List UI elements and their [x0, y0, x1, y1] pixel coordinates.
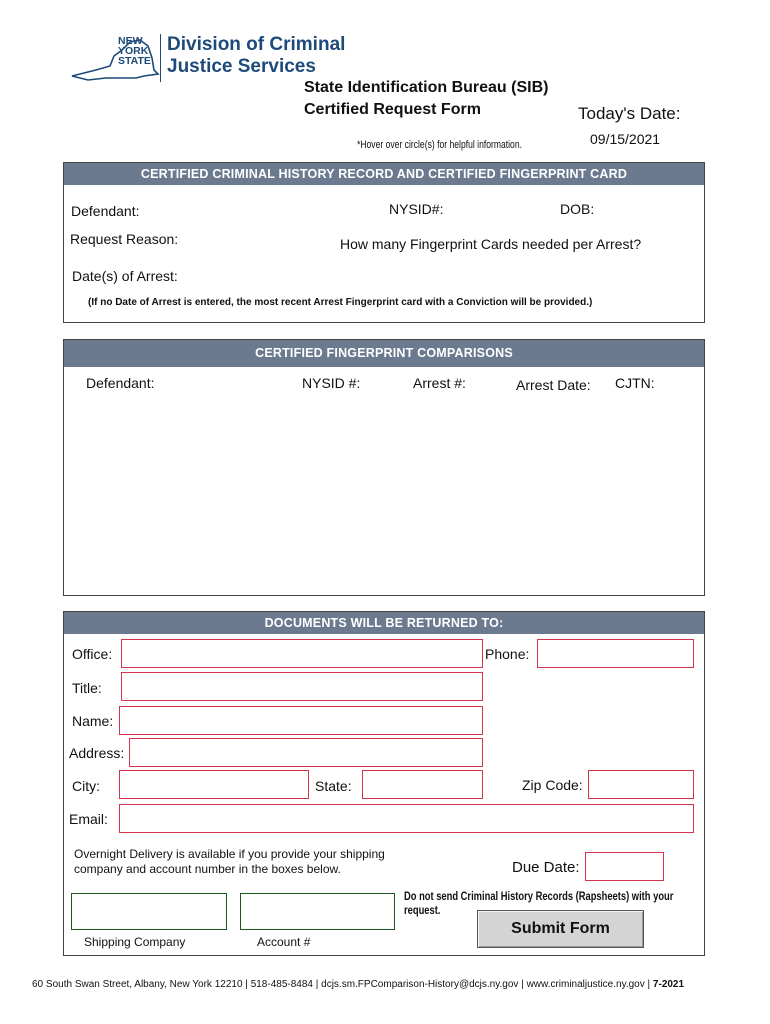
logo-state-line: STATE [118, 55, 151, 67]
account-number-field[interactable] [240, 893, 395, 930]
dob-label: DOB: [560, 201, 595, 217]
nys-logo [66, 30, 356, 85]
address-field[interactable] [129, 738, 483, 767]
comparison-nysid-label: NYSID #: [302, 375, 361, 391]
overnight-note [74, 847, 385, 877]
fingerprint-cards-label: How many Fingerprint Cards needed per Arrest? [340, 236, 642, 252]
rapsheet-warning-text: Do not send Criminal History Records (Rapsheets) with your request. [404, 889, 674, 917]
office-label: Office: [72, 646, 113, 662]
city-label: City: [72, 778, 100, 794]
shipping-company-label: Shipping Company [84, 935, 186, 949]
arrest-date-label: Arrest Date: [516, 377, 591, 393]
cjtn-label: CJTN: [615, 375, 655, 391]
email-field[interactable] [119, 804, 694, 833]
section-header: DOCUMENTS WILL BE RETURNED TO: [64, 612, 704, 634]
address-label: Address: [69, 745, 125, 761]
fingerprint-comparisons-section [63, 339, 705, 596]
overnight-note-line: company and account number in the boxes below. [74, 862, 341, 876]
footer-divider: | [647, 979, 651, 990]
title-field[interactable] [121, 672, 483, 701]
footer-phone: 518-485-8484 [250, 979, 313, 990]
due-date-field[interactable] [585, 852, 664, 881]
footer-address: 60 South Swan Street, Albany, New York 12210 [32, 979, 243, 990]
section-header: CERTIFIED CRIMINAL HISTORY RECORD AND CERTIFIED FINGERPRINT CARD [64, 163, 704, 185]
phone-field[interactable] [537, 639, 694, 668]
footer-divider: | [245, 979, 248, 990]
overnight-note-line: Overnight Delivery is available if you provide your shipping [74, 847, 385, 861]
logo-org-line2: Justice Services [167, 56, 316, 77]
phone-label: Phone: [485, 646, 530, 662]
logo-divider [160, 34, 161, 82]
zip-code-field[interactable] [588, 770, 694, 799]
nysid-label: NYSID#: [389, 201, 444, 217]
submit-form-label: Submit Form [511, 920, 610, 937]
arrest-date-note: (If no Date of Arrest is entered, the most recent Arrest Fingerprint card with a Conviction will be provided.) [88, 297, 593, 308]
city-field[interactable] [119, 770, 309, 799]
defendant-label: Defendant: [71, 203, 140, 219]
arrest-number-label: Arrest #: [413, 375, 466, 391]
state-field[interactable] [362, 770, 483, 799]
hover-note [357, 139, 569, 151]
office-field[interactable] [121, 639, 483, 668]
dates-of-arrest-label: Date(s) of Arrest: [72, 268, 178, 284]
todays-date-label: Today's Date: [578, 104, 681, 123]
request-reason-label: Request Reason: [70, 231, 179, 247]
footer-divider: | [521, 979, 524, 990]
logo-state-line: NEW [118, 35, 143, 47]
name-label: Name: [72, 713, 114, 729]
todays-date-value[interactable]: 09/15/2021 [590, 131, 661, 147]
footer [32, 979, 684, 990]
comparison-defendant-label: Defendant: [86, 375, 155, 391]
footer-website-link[interactable]: www.criminaljustice.ny.gov [526, 979, 645, 990]
footer-divider: | [315, 979, 319, 990]
logo-state-line: YORK [118, 45, 149, 57]
footer-email-link[interactable]: dcjs.sm.FPComparison-History@dcjs.ny.gov [321, 979, 519, 990]
shipping-company-field[interactable] [71, 893, 227, 930]
due-date-label: Due Date: [512, 859, 580, 876]
logo-org-line1: Division of Criminal [167, 34, 346, 55]
submit-form-button[interactable] [477, 910, 644, 948]
footer-version: 7-2021 [652, 979, 685, 990]
hover-note-text: *Hover over circle(s) for helpful information. [357, 139, 522, 151]
name-field[interactable] [119, 706, 483, 735]
title-label: Title: [72, 680, 102, 696]
email-label: Email: [69, 811, 108, 827]
state-label: State: [315, 778, 352, 794]
zip-code-label: Zip Code: [522, 777, 583, 793]
form-subtitle: Certified Request Form [304, 101, 481, 118]
account-number-label: Account # [257, 935, 311, 949]
section-header: CERTIFIED FINGERPRINT COMPARISONS [64, 340, 704, 367]
form-title: State Identification Bureau (SIB) [304, 79, 549, 96]
